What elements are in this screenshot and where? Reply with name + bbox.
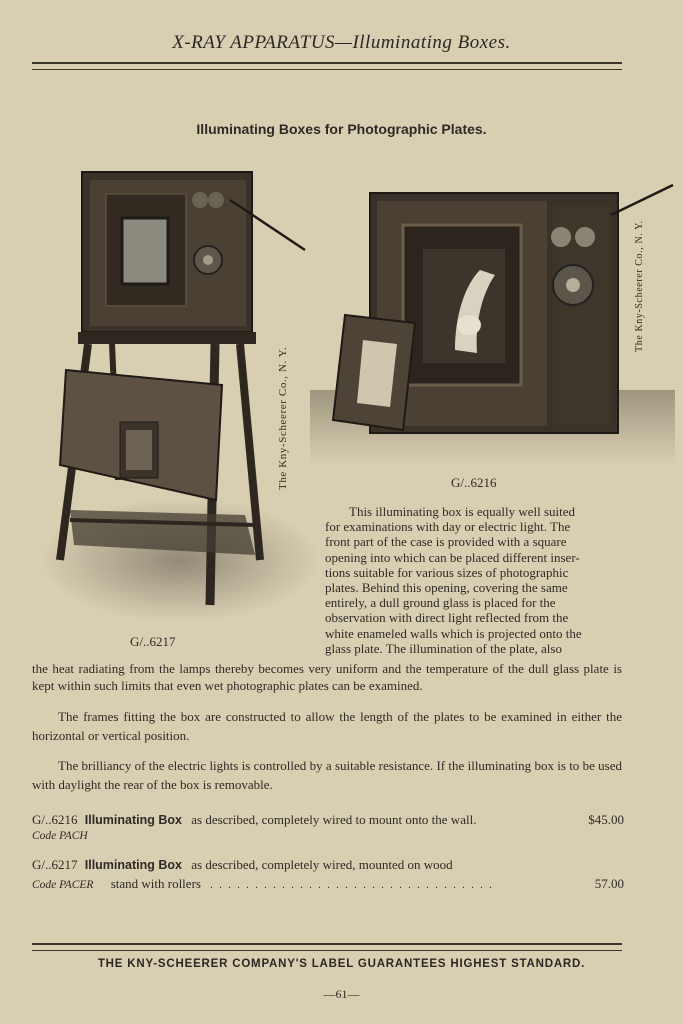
footer-slogan: THE KNY-SCHEERER COMPANY'S LABEL GUARANTEES HIGHEST STANDARD. — [97, 958, 586, 970]
description-line: opening into which can be placed different inser- — [325, 549, 580, 565]
description-line: front part of the case is provided with a square — [325, 534, 567, 550]
order-number: G/..6217 — [32, 857, 78, 872]
order-item — [32, 857, 624, 873]
order-code: Code PACH — [32, 830, 88, 842]
order-name: Illuminating Box — [84, 813, 182, 827]
header-rule — [32, 62, 622, 70]
description-line: for examinations with day or electric light. The — [325, 519, 571, 535]
brilliancy-paragraph: The brilliancy of the electric lights is controlled by a suitable resistance. If the illuminating box is to be used with daylight the rear of the box is removable. — [32, 758, 622, 792]
page-header-title: X-RAY APPARATUS—Illuminating Boxes. — [172, 32, 511, 53]
order-price: 57.00 — [594, 876, 624, 891]
footer-rule — [32, 943, 622, 951]
order-number: G/..6216 — [32, 812, 78, 827]
description-column — [325, 504, 621, 656]
illuminating-box-wall-illustration — [305, 175, 680, 465]
page-number: —61— — [323, 987, 360, 1001]
description-continuation: the heat radiating from the lamps thereby becomes very uniform and the temperature of the dull glass plate is kept within such limits that even wet photographic plates can be examined. — [32, 661, 622, 693]
order-item — [32, 812, 624, 828]
order-name: Illuminating Box — [84, 858, 182, 872]
order-description-continued: stand with rollers — [110, 876, 201, 891]
description-line: This illuminating box is equally well suited — [349, 504, 576, 519]
description-line: glass plate. The illumination of the plate, also — [325, 640, 562, 656]
left-illustration-credit: The Kny-Scheerer Co., N. Y. — [277, 346, 289, 490]
order-description: as described, completely wired, mounted on wood — [191, 857, 453, 872]
description-line: observation with direct light reflected from the — [325, 610, 569, 626]
order-item-continuation — [32, 876, 624, 892]
description-line: entirely, a dull ground glass is placed for the — [325, 595, 556, 611]
dot-leader: . . . . . . . . . . . . . . . . . . . . . . . . . . . . . . . . — [210, 880, 494, 891]
description-line: plates. Behind this opening, covering the same — [325, 580, 568, 596]
order-price: $45.00 — [588, 812, 624, 827]
left-figure-caption: G/..6217 — [130, 634, 176, 649]
section-heading: Illuminating Boxes for Photographic Plates. — [196, 121, 487, 137]
description-line: tions suitable for various sizes of photographic — [325, 564, 569, 580]
order-code: Code PACER — [32, 879, 94, 891]
description-line: white enameled walls which is projected onto the — [325, 625, 582, 641]
order-description: as described, completely wired to mount onto the wall. — [191, 812, 477, 827]
right-illustration-credit: The Kny-Scheerer Co., N. Y. — [634, 220, 645, 352]
frames-paragraph: The frames fitting the box are constructed to allow the length of the plates to be examined in either the horizontal or vertical position. — [32, 709, 622, 743]
right-figure-caption: G/..6216 — [451, 475, 497, 490]
